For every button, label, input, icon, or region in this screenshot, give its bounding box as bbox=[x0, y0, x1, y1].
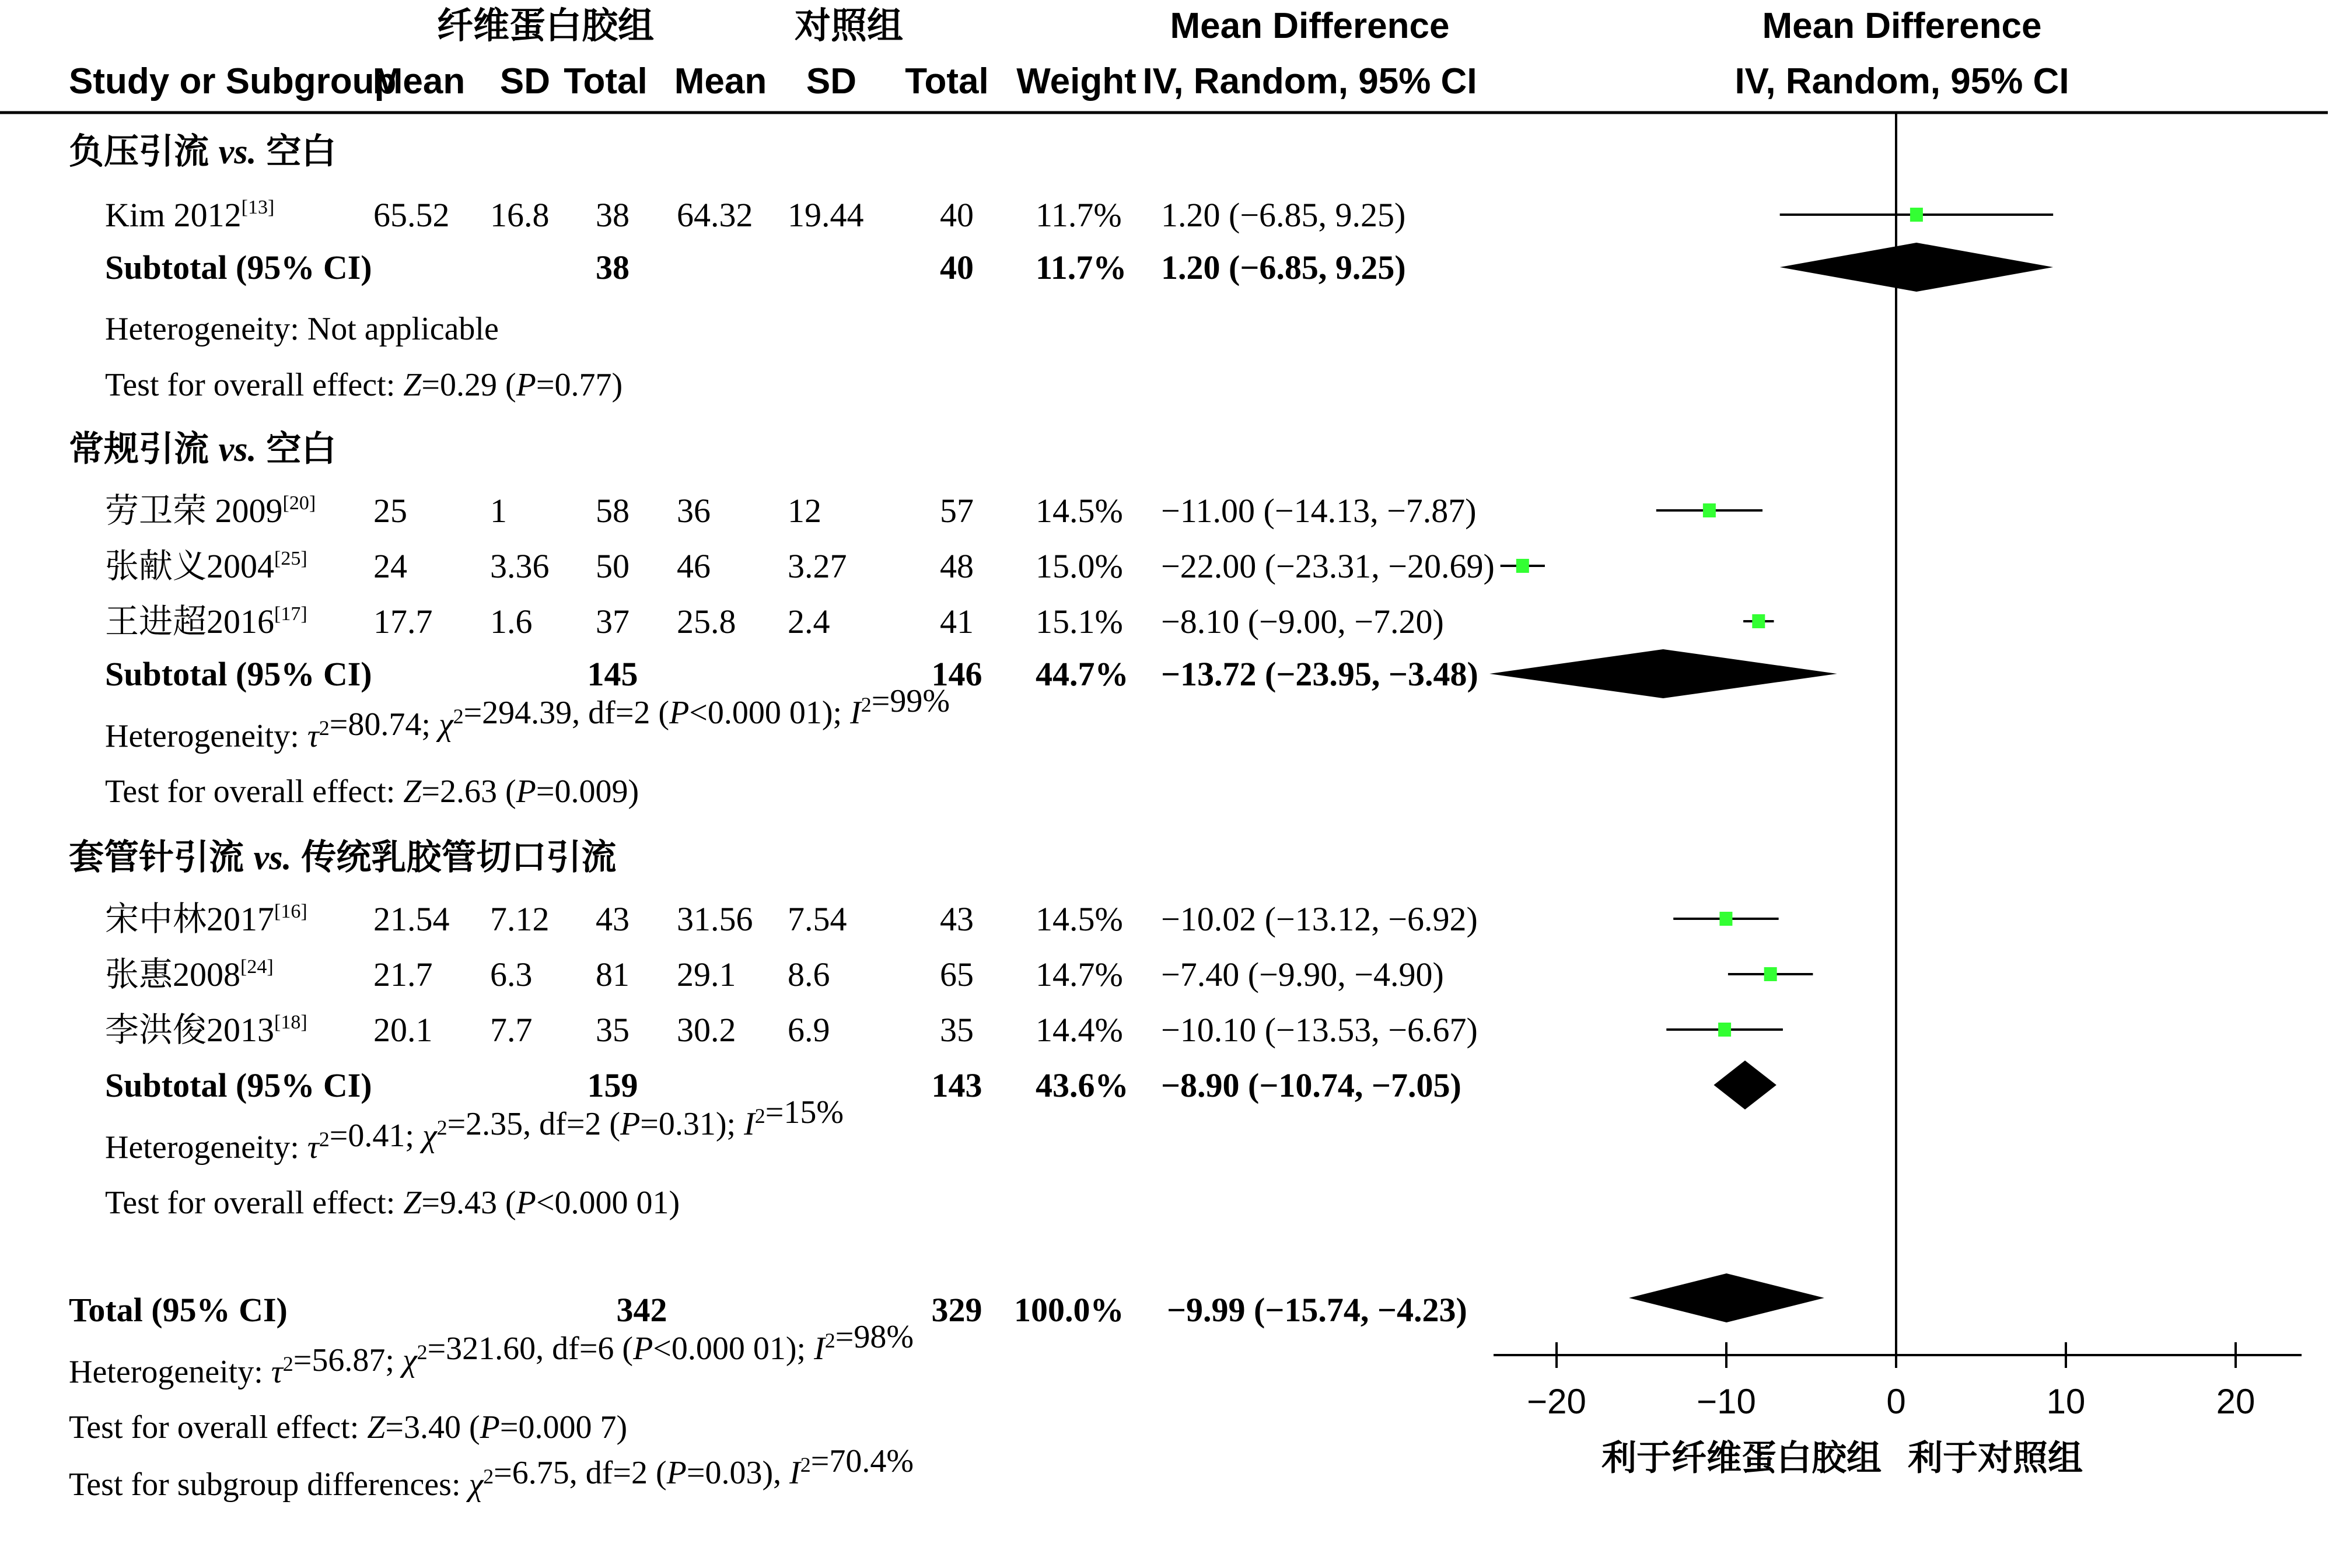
subgroup-overall-effect: Test for overall effect: Z=9.43 (P<0.000 01) bbox=[105, 1185, 680, 1221]
subtotal-diamond bbox=[1489, 649, 1837, 698]
sd1-value: 6.3 bbox=[490, 956, 533, 993]
subtotal-total2: 146 bbox=[931, 655, 982, 693]
sd1-value: 1 bbox=[490, 492, 507, 530]
mean2-value: 31.56 bbox=[677, 900, 753, 938]
total1-value: 81 bbox=[596, 956, 630, 993]
ci-value: −11.00 (−14.13, −7.87) bbox=[1161, 492, 1477, 530]
x-tick-label: 0 bbox=[1886, 1382, 1906, 1421]
sd2-value: 19.44 bbox=[788, 196, 864, 234]
subgroup-heterogeneity: Heterogeneity: Not applicable bbox=[105, 311, 499, 347]
subtotal-label: Subtotal (95% CI) bbox=[105, 1066, 372, 1104]
x-tick-label: −20 bbox=[1527, 1382, 1586, 1421]
total-weight: 100.0% bbox=[1014, 1291, 1124, 1329]
mean2-value: 36 bbox=[677, 492, 711, 530]
overall-effect: Test for overall effect: Z=3.40 (P=0.000 7) bbox=[69, 1409, 628, 1446]
total-total1: 342 bbox=[616, 1291, 667, 1329]
mean2-value: 29.1 bbox=[677, 956, 736, 993]
total-label: Total (95% CI) bbox=[69, 1291, 288, 1329]
weight-value: 14.5% bbox=[1036, 900, 1123, 938]
study-name: 宋中林2017[16] bbox=[105, 900, 307, 938]
sd1-value: 16.8 bbox=[490, 196, 550, 234]
ci-value: −8.10 (−9.00, −7.20) bbox=[1161, 603, 1444, 640]
weight-value: 14.5% bbox=[1036, 492, 1123, 530]
subtotal-weight: 11.7% bbox=[1036, 249, 1127, 286]
total2-value: 41 bbox=[940, 603, 974, 640]
mean2-value: 64.32 bbox=[677, 196, 753, 234]
study-name: 王进超2016[17] bbox=[105, 603, 307, 640]
total-ci: −9.99 (−15.74, −4.23) bbox=[1167, 1291, 1467, 1329]
subgroup-title: 常规引流 vs. 空白 bbox=[69, 429, 337, 468]
study-name: 张献义2004[25] bbox=[105, 547, 307, 585]
total2-value: 40 bbox=[940, 196, 974, 234]
weight-value: 15.0% bbox=[1036, 547, 1123, 585]
total2-value: 65 bbox=[940, 956, 974, 993]
study-name: 劳卫荣 2009[20] bbox=[105, 492, 316, 530]
favours-left-label: 利于纤维蛋白胶组 bbox=[1601, 1438, 1882, 1478]
study-box bbox=[1752, 614, 1765, 628]
subtotal-total2: 143 bbox=[931, 1066, 982, 1104]
sd2-value: 8.6 bbox=[788, 956, 830, 993]
study-name: 张惠2008[24] bbox=[105, 956, 274, 993]
group2-header: 对照组 bbox=[794, 6, 904, 46]
weight-value: 11.7% bbox=[1036, 196, 1122, 234]
mean1-value: 25 bbox=[373, 492, 407, 530]
subtotal-diamond bbox=[1780, 243, 2054, 292]
subtotal-label: Subtotal (95% CI) bbox=[105, 249, 372, 286]
study-box bbox=[1516, 559, 1529, 573]
mean1-value: 20.1 bbox=[373, 1011, 433, 1049]
col-study-header: Study or Subgroup bbox=[69, 61, 397, 102]
col-sd2-header: SD bbox=[806, 61, 857, 102]
x-tick-label: −10 bbox=[1697, 1382, 1756, 1421]
sd1-value: 7.7 bbox=[490, 1011, 533, 1049]
study-box bbox=[1764, 967, 1777, 981]
mean2-value: 25.8 bbox=[677, 603, 736, 640]
mean1-value: 21.7 bbox=[373, 956, 433, 993]
study-box bbox=[1718, 1023, 1731, 1037]
favours-right-label: 利于对照组 bbox=[1908, 1438, 2083, 1478]
col-mean2-header: Mean bbox=[674, 61, 767, 102]
md-plot-header: Mean Difference bbox=[1762, 6, 2042, 46]
col-mean1-header: Mean bbox=[372, 61, 466, 102]
sd2-value: 2.4 bbox=[788, 603, 830, 640]
total2-value: 48 bbox=[940, 547, 974, 585]
sd1-value: 7.12 bbox=[490, 900, 550, 938]
col-total1-header: Total bbox=[564, 61, 648, 102]
subtotal-ci: 1.20 (−6.85, 9.25) bbox=[1161, 249, 1406, 286]
overall-heterogeneity: Heterogeneity: $\tau^2=56.87$; $\chi^2=321.60$, df=6 (P<0.000 01); $I^2=98\%$ bbox=[69, 1319, 914, 1390]
col-total2-header: Total bbox=[905, 61, 989, 102]
subgroup-overall-effect: Test for overall effect: Z=2.63 (P=0.009) bbox=[105, 774, 639, 810]
subtotal-label: Subtotal (95% CI) bbox=[105, 655, 372, 693]
col-weight-header: Weight bbox=[1016, 61, 1136, 102]
mean1-value: 65.52 bbox=[373, 196, 450, 234]
subgroup-overall-effect: Test for overall effect: Z=0.29 (P=0.77) bbox=[105, 367, 623, 403]
weight-value: 14.7% bbox=[1036, 956, 1123, 993]
group1-header: 纤维蛋白胶组 bbox=[436, 6, 655, 46]
total1-value: 35 bbox=[596, 1011, 630, 1049]
ci-value: 1.20 (−6.85, 9.25) bbox=[1161, 196, 1406, 234]
subtotal-ci: −13.72 (−23.95, −3.48) bbox=[1161, 655, 1478, 693]
subgroup-title: 套管针引流 vs. 传统乳胶管切口引流 bbox=[69, 838, 617, 877]
ci-value: −22.00 (−23.31, −20.69) bbox=[1161, 547, 1495, 585]
total1-value: 37 bbox=[596, 603, 630, 640]
total-total2: 329 bbox=[931, 1291, 982, 1329]
sd2-value: 7.54 bbox=[788, 900, 847, 938]
sd2-value: 3.27 bbox=[788, 547, 847, 585]
study-name: 李洪俊2013[18] bbox=[105, 1011, 307, 1049]
subtotal-total2: 40 bbox=[940, 249, 974, 286]
method-table-header: IV, Random, 95% CI bbox=[1142, 61, 1477, 102]
subtotal-total1: 159 bbox=[587, 1066, 638, 1104]
subgroup-title: 负压引流 vs. 空白 bbox=[69, 132, 337, 171]
total-diamond bbox=[1629, 1273, 1824, 1322]
ci-value: −7.40 (−9.90, −4.90) bbox=[1161, 956, 1444, 993]
subgroup-heterogeneity: Heterogeneity: $\tau^2=0.41$; $\chi^2=2.35$, df=2 (P=0.31); $I^2=15\%$ bbox=[105, 1094, 844, 1166]
study-box bbox=[1719, 912, 1732, 926]
mean1-value: 17.7 bbox=[373, 603, 433, 640]
subtotal-diamond bbox=[1713, 1060, 1776, 1110]
mean1-value: 21.54 bbox=[373, 900, 450, 938]
subtotal-total1: 145 bbox=[587, 655, 638, 693]
x-tick-label: 20 bbox=[2216, 1382, 2255, 1421]
study-name: Kim 2012[13] bbox=[105, 196, 275, 234]
weight-value: 14.4% bbox=[1036, 1011, 1123, 1049]
mean1-value: 24 bbox=[373, 547, 407, 585]
subtotal-weight: 44.7% bbox=[1036, 655, 1129, 693]
subtotal-weight: 43.6% bbox=[1036, 1066, 1129, 1104]
mean2-value: 30.2 bbox=[677, 1011, 736, 1049]
study-box bbox=[1703, 503, 1716, 517]
ci-value: −10.10 (−13.53, −6.67) bbox=[1161, 1011, 1478, 1049]
total1-value: 58 bbox=[596, 492, 630, 530]
method-plot-header: IV, Random, 95% CI bbox=[1734, 61, 2069, 102]
total2-value: 57 bbox=[940, 492, 974, 530]
total1-value: 43 bbox=[596, 900, 630, 938]
x-tick-label: 10 bbox=[2046, 1382, 2086, 1421]
study-box bbox=[1910, 208, 1923, 222]
subgroup-heterogeneity: Heterogeneity: $\tau^2=80.74$; $\chi^2=294.39$, df=2 (P<0.000 01); $I^2=99\%$ bbox=[105, 683, 950, 754]
sd2-value: 6.9 bbox=[788, 1011, 830, 1049]
mean2-value: 46 bbox=[677, 547, 711, 585]
total2-value: 43 bbox=[940, 900, 974, 938]
total1-value: 50 bbox=[596, 547, 630, 585]
total2-value: 35 bbox=[940, 1011, 974, 1049]
weight-value: 15.1% bbox=[1036, 603, 1123, 640]
md-table-header: Mean Difference bbox=[1170, 6, 1450, 46]
subtotal-ci: −8.90 (−10.74, −7.05) bbox=[1161, 1066, 1461, 1104]
col-sd1-header: SD bbox=[499, 61, 551, 102]
subtotal-total1: 38 bbox=[596, 249, 630, 286]
sd1-value: 1.6 bbox=[490, 603, 533, 640]
subgroup-differences: Test for subgroup differences: $\chi^2=6.75$, df=2 (P=0.03), $I^2=70.4\%$ bbox=[69, 1443, 914, 1503]
sd1-value: 3.36 bbox=[490, 547, 550, 585]
ci-value: −10.02 (−13.12, −6.92) bbox=[1161, 900, 1478, 938]
total1-value: 38 bbox=[596, 196, 630, 234]
sd2-value: 12 bbox=[788, 492, 821, 530]
